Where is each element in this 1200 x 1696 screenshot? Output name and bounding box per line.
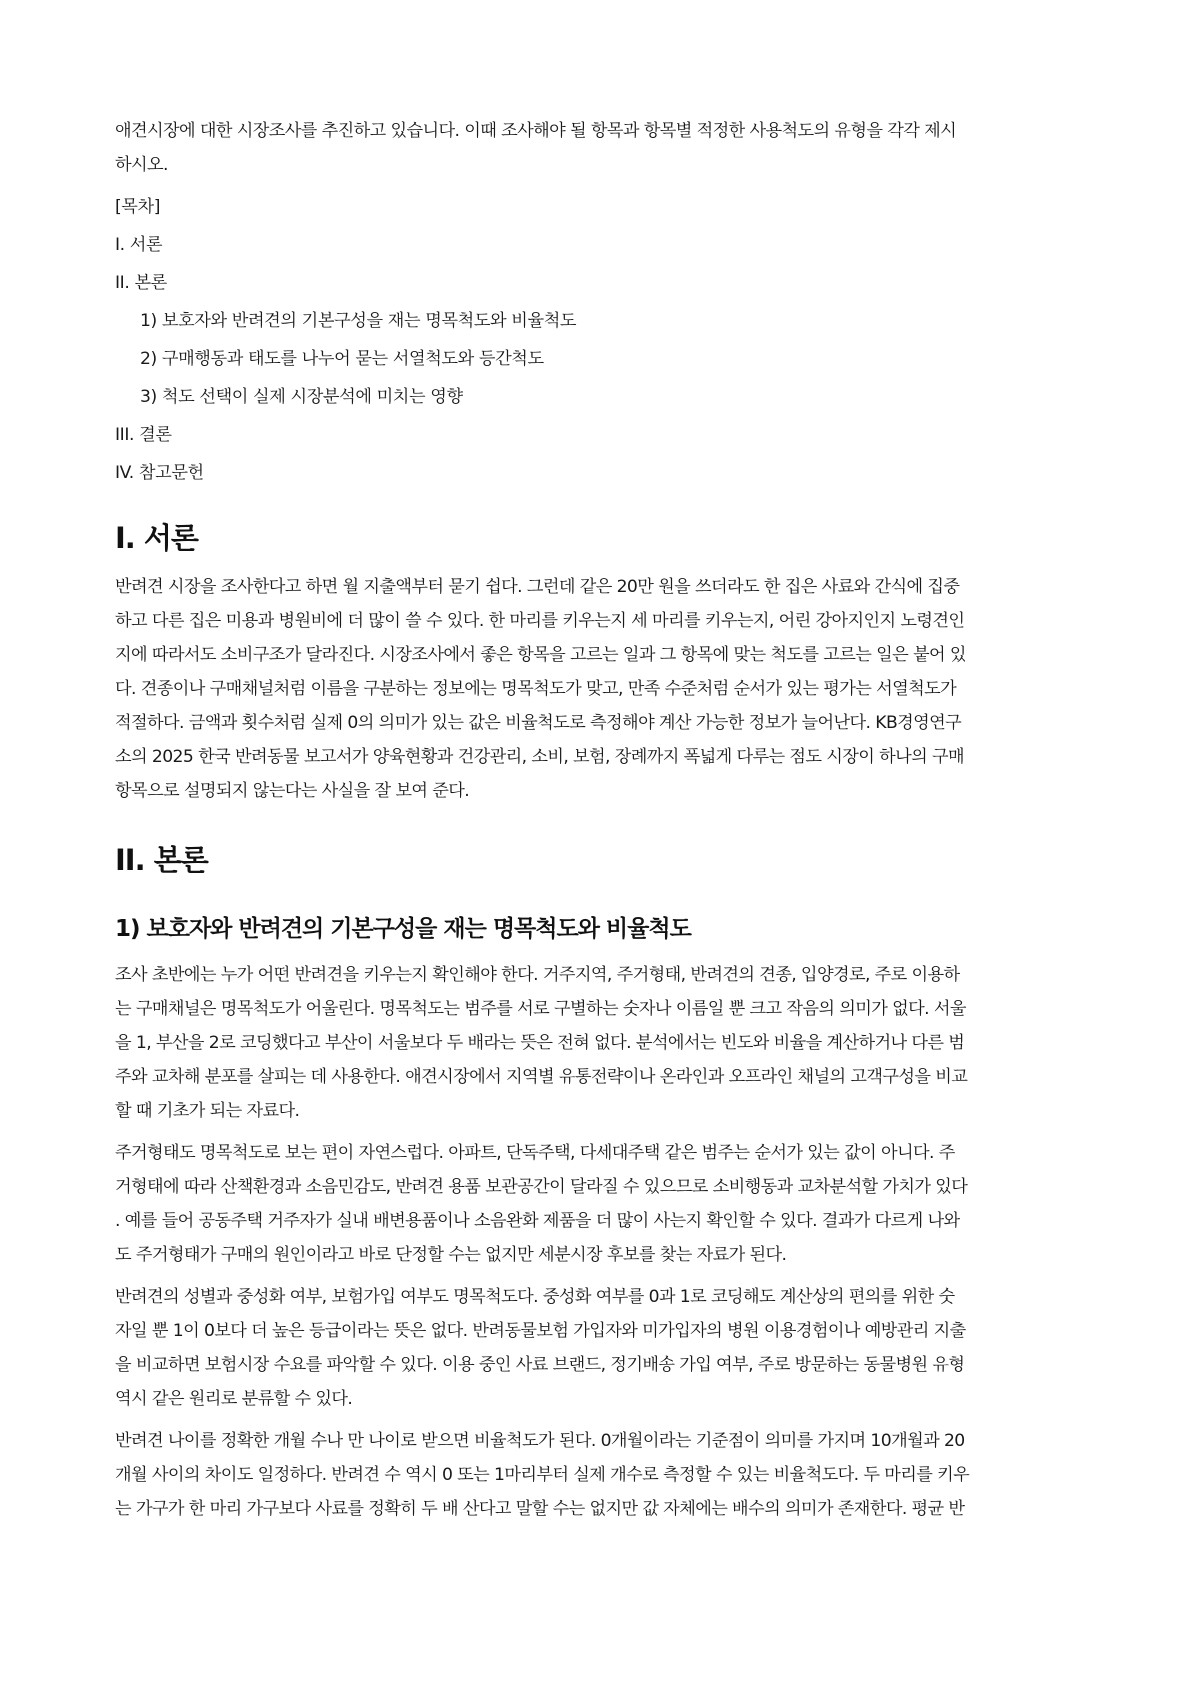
paragraph-line: . 예를 들어 공동주택 거주자가 실내 배변용품이나 소음완화 제품을 더 많이 사는지 확인할 수 있다. 결과가 다르게 나와 [115,1211,960,1231]
paragraph-line: 할 때 기초가 되는 자료다. [115,1101,300,1121]
question-line: 하시오. [115,155,168,175]
table-of-contents [115,190,1090,494]
question-line: 애견시장에 대한 시장조사를 추진하고 있습니다. 이때 조사해야 될 항목과 항목별 적정한 사용척도의 유형을 각각 제시 [115,121,957,141]
toc-item-introduction: I. 서론 [115,235,163,255]
section-heading-body: II. 본론 [115,843,208,877]
paragraph-line: 적절하다. 금액과 횟수처럼 실제 0의 의미가 있는 값은 비율척도로 측정해야 계산 가능한 정보가 늘어난다. KB경영연구 [115,713,962,733]
body-paragraph-3 [115,1280,1090,1416]
paragraph-line: 소의 2025 한국 반려동물 보고서가 양육현황과 건강관리, 소비, 보험, 장례까지 폭넓게 다루는 점도 시장이 하나의 구매 [115,747,965,767]
paragraph-line: 다. 견종이나 구매채널처럼 이름을 구분하는 정보에는 명목척도가 맞고, 만족 수준처럼 순서가 있는 평가는 서열척도가 [115,679,957,699]
toc-item-body-section-1: 1) 보호자와 반려견의 기본구성을 재는 명목척도와 비율척도 [140,311,577,331]
paragraph-line: 거형태에 따라 산책환경과 소음민감도, 반려견 용품 보관공간이 달라질 수 있으므로 소비행동과 교차분석할 가치가 있다 [115,1177,968,1197]
paragraph-line: 반려견의 성별과 중성화 여부, 보험가입 여부도 명목척도다. 중성화 여부를 0과 1로 코딩해도 계산상의 편의를 위한 숫 [115,1287,955,1307]
paragraph-line: 주와 교차해 분포를 살피는 데 사용한다. 애견시장에서 지역별 유통전략이나 온라인과 오프라인 채널의 고객구성을 비교 [115,1067,968,1087]
document-content [115,114,1090,1534]
body-paragraph-1 [115,958,1090,1128]
toc-item-references: IV. 참고문헌 [115,463,204,483]
paragraph-line: 개월 사이의 차이도 일정하다. 반려견 수 역시 0 또는 1마리부터 실제 개수로 측정할 수 있는 비율척도다. 두 마리를 키우 [115,1465,970,1485]
toc-item-body-section-2: 2) 구매행동과 태도를 나누어 묻는 서열척도와 등간척도 [140,349,544,369]
paragraph-line: 을 비교하면 보험시장 수요를 파악할 수 있다. 이용 중인 사료 브랜드, 정기배송 가입 여부, 주로 방문하는 동물병원 유형 [115,1355,965,1375]
body-paragraph-4 [115,1424,1090,1526]
paragraph-line: 항목으로 설명되지 않는다는 사실을 잘 보여 준다. [115,781,470,801]
toc-item-body: II. 본론 [115,273,167,293]
paragraph-line: 하고 다른 집은 미용과 병원비에 더 많이 쓸 수 있다. 한 마리를 키우는지 세 마리를 키우는지, 어린 강아지인지 노령견인 [115,611,965,631]
paragraph-line: 도 주거형태가 구매의 원인이라고 바로 단정할 수는 없지만 세분시장 후보를 찾는 자료가 된다. [115,1245,787,1265]
paragraph-line: 주거형태도 명목척도로 보는 편이 자연스럽다. 아파트, 단독주택, 다세대주택 같은 범주는 순서가 있는 값이 아니다. 주 [115,1143,955,1163]
paragraph-line: 조사 초반에는 누가 어떤 반려견을 키우는지 확인해야 한다. 거주지역, 주거형태, 반려견의 견종, 입양경로, 주로 이용하 [115,965,960,985]
paragraph-line: 는 구매채널은 명목척도가 어울린다. 명목척도는 범주를 서로 구별하는 숫자나 이름일 뿐 크고 작음의 의미가 없다. 서울 [115,999,966,1019]
subsection-heading-1: 1) 보호자와 반려견의 기본구성을 재는 명목척도와 비율척도 [115,916,691,942]
paragraph-line: 는 가구가 한 마리 가구보다 사료를 정확히 두 배 산다고 말할 수는 없지만 값 자체에는 배수의 의미가 존재한다. 평균 반 [115,1499,965,1519]
paragraph-line: 반려견 시장을 조사한다고 하면 월 지출액부터 묻기 쉽다. 그런데 같은 20만 원을 쓰더라도 한 집은 사료와 간식에 집중 [115,577,960,597]
question-text [115,114,1090,182]
paragraph-line: 반려견 나이를 정확한 개월 수나 만 나이로 받으면 비율척도가 된다. 0개월이라는 기준점이 의미를 가지며 10개월과 20 [115,1431,965,1451]
introduction-paragraph [115,570,1090,808]
paragraph-line: 지에 따라서도 소비구조가 달라진다. 시장조사에서 좋은 항목을 고르는 일과 그 항목에 맞는 척도를 고르는 일은 붙어 있 [115,645,966,665]
toc-item-body-section-3: 3) 척도 선택이 실제 시장분석에 미치는 영향 [140,387,463,407]
paragraph-line: 자일 뿐 1이 0보다 더 높은 등급이라는 뜻은 없다. 반려동물보험 가입자와 미가입자의 병원 이용경험이나 예방관리 지출 [115,1321,966,1341]
toc-item-conclusion: III. 결론 [115,425,172,445]
section-heading-introduction: I. 서론 [115,521,198,555]
paragraph-line: 역시 같은 원리로 분류할 수 있다. [115,1389,353,1409]
body-paragraph-2 [115,1136,1090,1272]
paragraph-line: 을 1, 부산을 2로 코딩했다고 부산이 서울보다 두 배라는 뜻은 전혀 없다. 분석에서는 빈도와 비율을 계산하거나 다른 범 [115,1033,965,1053]
toc-label: [목차] [115,197,161,217]
